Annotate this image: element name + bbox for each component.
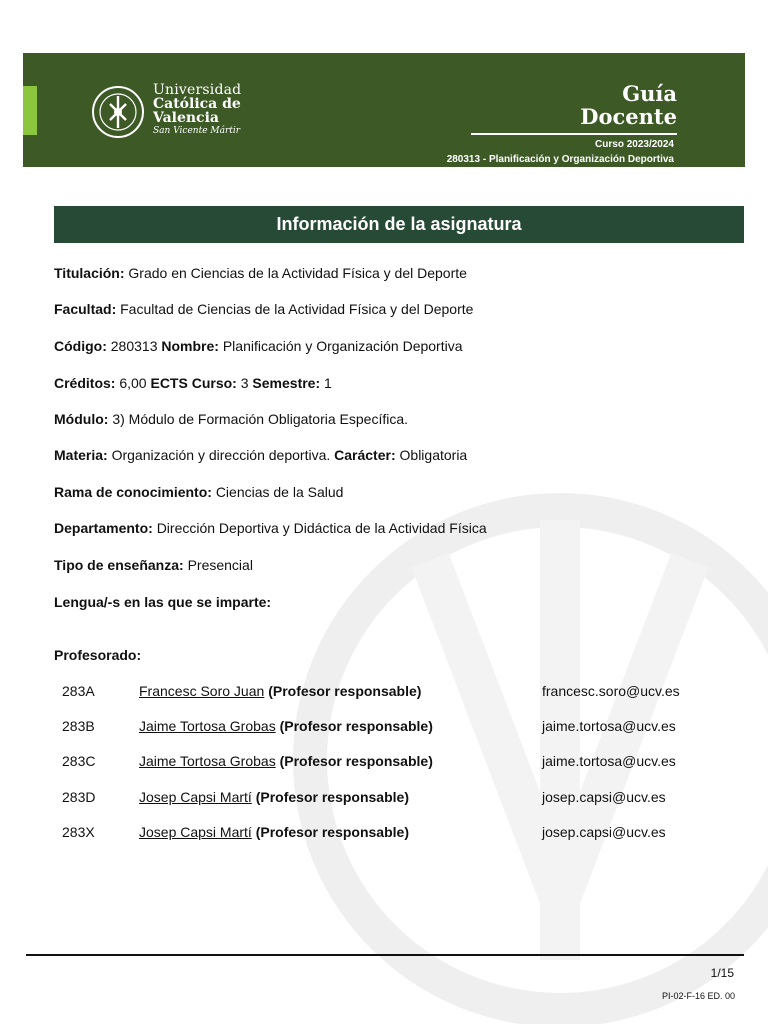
field-titulacion [54, 265, 467, 281]
field-facultad [54, 301, 473, 317]
field-label: Tipo de enseñanza: [54, 557, 184, 573]
professor-link[interactable]: Jaime Tortosa Grobas [139, 753, 276, 769]
professor-link[interactable]: Josep Capsi Martí [139, 789, 252, 805]
professor-email: josep.capsi@ucv.es [542, 824, 666, 840]
professor-email: jaime.tortosa@ucv.es [542, 718, 676, 734]
table-row [0, 824, 768, 844]
professor-entry [139, 789, 409, 805]
field-label: Semestre: [252, 375, 321, 391]
professor-role: (Profesor responsable) [255, 789, 409, 805]
field-tipo [54, 557, 253, 573]
group-code: 283C [62, 753, 96, 769]
professor-email: jaime.tortosa@ucv.es [542, 753, 676, 769]
professor-role: (Profesor responsable) [279, 718, 433, 734]
professor-email: francesc.soro@ucv.es [542, 683, 680, 699]
page-number: 1/15 [710, 966, 734, 980]
university-name-line1: Universidad [153, 82, 242, 98]
field-label: Módulo: [54, 411, 109, 427]
field-label: Lengua/-s en las que se imparte: [54, 594, 272, 610]
header-divider [471, 133, 677, 135]
field-value: 1 [324, 375, 332, 391]
field-value: Ciencias de la Salud [215, 484, 344, 500]
field-value: Facultad de Ciencias de la Actividad Física y del Deporte [120, 301, 474, 317]
professor-link[interactable]: Jaime Tortosa Grobas [139, 718, 276, 734]
field-label: Código: [54, 338, 107, 354]
group-code: 283A [62, 683, 95, 699]
university-seal-icon [91, 85, 145, 139]
table-row [0, 718, 768, 738]
field-value: 3) Módulo de Formación Obligatoria Específica. [112, 411, 409, 427]
subject-code-name: 280313 - Planificación y Organización Deportiva [446, 154, 674, 165]
header-accent-bar [23, 86, 37, 135]
field-label: Facultad: [54, 301, 117, 317]
table-row [0, 683, 768, 703]
university-name [153, 83, 241, 137]
guide-title-line2: Docente [580, 104, 677, 129]
course-year: Curso 2023/2024 [595, 139, 674, 150]
professor-entry [139, 753, 433, 769]
field-value: 6,00 [119, 375, 147, 391]
university-name-line3: Valencia [153, 110, 219, 126]
field-label: Carácter: [334, 447, 396, 463]
field-label: Materia: [54, 447, 108, 463]
field-label: Departamento: [54, 520, 153, 536]
section-title: Información de la asignatura [54, 206, 744, 243]
professor-role: (Profesor responsable) [255, 824, 409, 840]
field-modulo [54, 411, 408, 427]
professor-link[interactable]: Josep Capsi Martí [139, 824, 252, 840]
profesorado-label: Profesorado: [54, 647, 142, 663]
professor-link[interactable]: Francesc Soro Juan [139, 683, 265, 699]
field-departamento [54, 520, 487, 536]
university-name-line4: San Vicente Mártir [153, 126, 241, 136]
field-value: Presencial [187, 557, 253, 573]
field-label: Créditos: [54, 375, 116, 391]
footer-divider [26, 954, 744, 956]
field-label: ECTS [150, 375, 188, 391]
field-value: 3 [240, 375, 249, 391]
field-value: Obligatoria [399, 447, 468, 463]
header-banner [23, 53, 745, 167]
group-code: 283D [62, 789, 96, 805]
group-code: 283B [62, 718, 95, 734]
field-value: Grado en Ciencias de la Actividad Física y del Deporte [128, 265, 467, 281]
field-value: 280313 [110, 338, 158, 354]
guide-title-line1: Guía [622, 81, 677, 106]
professor-email: josep.capsi@ucv.es [542, 789, 666, 805]
professor-role: (Profesor responsable) [268, 683, 422, 699]
field-lengua [54, 594, 271, 610]
field-rama [54, 484, 343, 500]
guide-title [580, 82, 677, 128]
field-label: Nombre: [161, 338, 219, 354]
field-label: Titulación: [54, 265, 125, 281]
field-materia [54, 447, 467, 463]
field-creditos [54, 375, 332, 391]
field-value: Organización y dirección deportiva. [111, 447, 331, 463]
university-name-line2: Católica de [153, 96, 241, 112]
professor-entry [139, 718, 433, 734]
form-code: PI-02-F-16 ED. 00 [661, 991, 735, 1001]
field-codigo-nombre [54, 338, 463, 354]
professor-entry [139, 824, 409, 840]
professor-entry [139, 683, 421, 699]
professor-role: (Profesor responsable) [279, 753, 433, 769]
field-value: Dirección Deportiva y Didáctica de la Actividad Física [156, 520, 487, 536]
table-row [0, 753, 768, 773]
field-value: Planificación y Organización Deportiva [222, 338, 463, 354]
field-label: Curso: [191, 375, 237, 391]
table-row [0, 789, 768, 809]
field-label: Rama de conocimiento: [54, 484, 212, 500]
group-code: 283X [62, 824, 95, 840]
